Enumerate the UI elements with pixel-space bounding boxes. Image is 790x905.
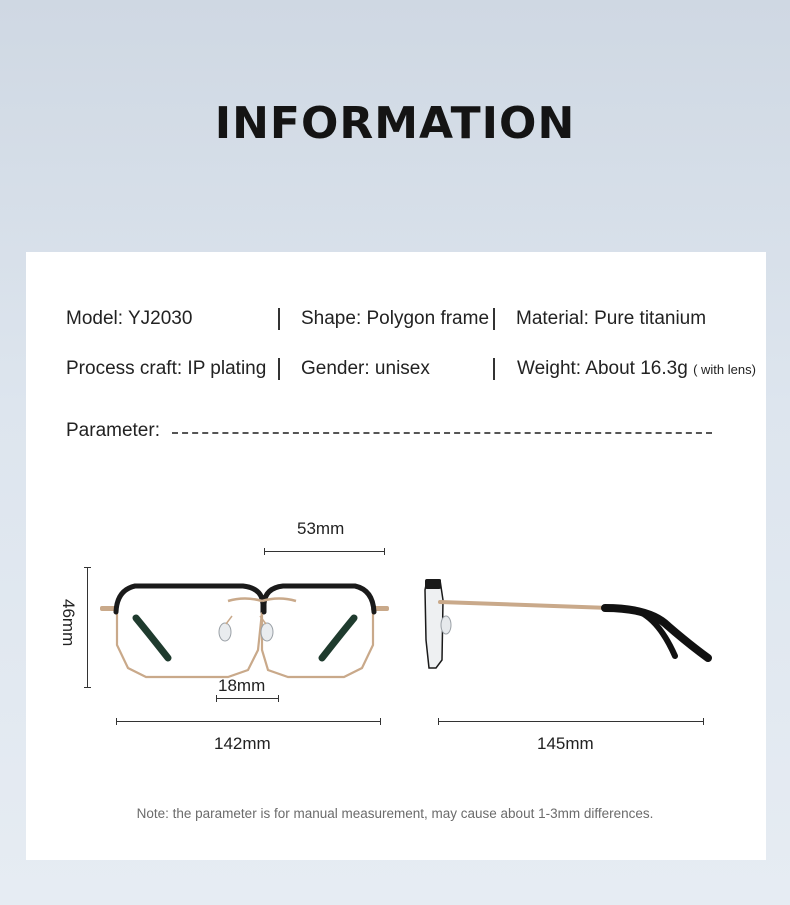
side-browline xyxy=(425,579,441,589)
frame-width-label: 142mm xyxy=(214,734,271,753)
side-frame-front xyxy=(425,580,443,668)
temple-tip xyxy=(605,608,708,658)
lens-height-label: 46mm xyxy=(59,599,78,647)
spec-gender: Gender: unisex xyxy=(301,358,430,379)
spec-process: Process craft: IP plating xyxy=(66,358,267,379)
spec-weight-note: ( with lens) xyxy=(693,362,756,377)
spec-material: Material: Pure titanium xyxy=(516,308,707,329)
spec-weight-value: Weight: About 16.3g xyxy=(517,358,688,379)
parameter-label: Parameter: xyxy=(66,420,160,441)
page-title: INFORMATION xyxy=(214,98,576,149)
bridge-label: 18mm xyxy=(218,676,266,695)
measurement-note: Note: the parameter is for manual measurement, may cause about 1-3mm differences. xyxy=(136,806,654,821)
side-nose-pad xyxy=(441,616,451,634)
spec-model: Model: YJ2030 xyxy=(66,308,193,329)
lens-width-label: 53mm xyxy=(297,519,345,538)
temple-length-label: 145mm xyxy=(537,734,594,753)
temple-arm xyxy=(440,602,610,608)
spec-shape: Shape: Polygon frame xyxy=(301,308,490,329)
